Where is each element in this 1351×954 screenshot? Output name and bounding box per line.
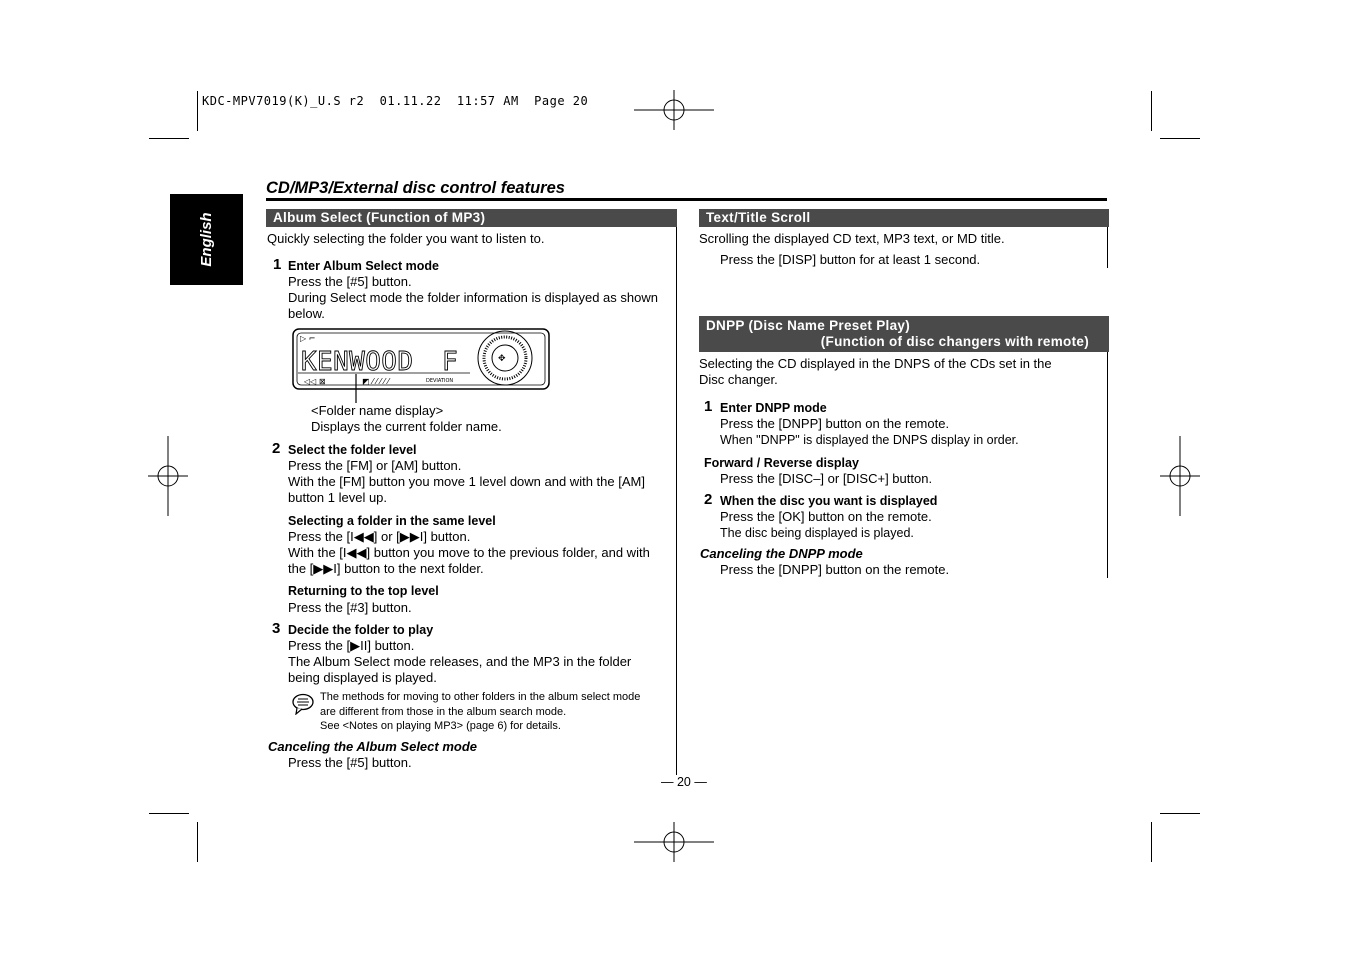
album-select-intro: Quickly selecting the folder you want to listen to. [267,231,545,246]
display-brand: KENWOOD [301,347,413,377]
step-title: Enter DNPP mode [720,401,827,415]
step-text: Press the [#5] button. [288,755,412,770]
step-text: Press the [▶II] button. [288,638,415,653]
step-number: 2 [704,491,713,508]
step-text: The disc being displayed is played. [720,526,914,540]
dnpp-intro: Selecting the CD displayed in the DNPS of the CDs set in the [699,356,1052,371]
step-text: The Album Select mode releases, and the MP3 in the folder [288,654,632,669]
step-text: Press the [DISC–] or [DISC+] button. [720,471,933,486]
step-number: 1 [704,398,713,415]
page-title: CD/MP3/External disc control features [266,179,565,197]
svg-text:◩ ⁄ ⁄ ⁄ ⁄ ⁄: ◩ ⁄ ⁄ ⁄ ⁄ ⁄ [362,377,389,386]
step-text: button 1 level up. [288,490,388,505]
step-text: being displayed is played. [288,670,437,685]
cancel-title: Canceling the DNPP mode [700,546,863,561]
step-text: During Select mode the folder information is displayed as shown [288,290,658,305]
display-char: F [442,347,458,377]
svg-text:DEVIATION: DEVIATION [426,378,454,384]
subsection-title: Selecting a folder in the same level [288,514,496,528]
subsection-title: Returning to the top level [288,584,439,598]
page-number: — 20 — [661,775,707,789]
dnpp-heading [699,316,1109,352]
step-text: Press the [#3] button. [288,600,412,615]
step-text: Press the [#5] button. [288,274,412,289]
display-caption: Displays the current folder name. [311,419,502,434]
registration-mark-bottom [634,822,714,862]
right-column-divider-top [1107,227,1108,268]
step-title: Select the folder level [288,443,417,457]
step-title: When the disc you want is displayed [720,494,938,508]
step-text: When "DNPP" is displayed the DNPS display in order. [720,433,1019,447]
note-icon [291,693,315,715]
note-text: See <Notes on playing MP3> (page 6) for details. [320,720,561,732]
step-text: the [▶▶I] button to the next folder. [288,561,484,576]
step-number: 2 [272,440,281,457]
step-text: Press the [I◀◀] or [▶▶I] button. [288,529,471,544]
svg-text:✥: ✥ [498,354,506,364]
step-text: Press the [DISP] button for at least 1 second. [720,252,981,267]
step-text: With the [I◀◀] button you move to the previous folder, and with [288,545,650,560]
dnpp-heading-line1: DNPP (Disc Name Preset Play) [706,318,910,333]
title-rule [266,198,1107,201]
registration-mark-top [634,90,714,130]
note-text: are different from those in the album search mode. [320,706,567,718]
right-column-divider-bottom [1107,352,1108,578]
language-tab-label: English [198,212,215,267]
step-number: 1 [273,256,282,273]
print-header: KDC-MPV7019(K)_U.S r2 01.11.22 11:57 AM Page 20 [202,94,589,108]
album-select-heading: Album Select (Function of MP3) [266,209,677,227]
step-text: below. [288,306,325,321]
subsection-title: Forward / Reverse display [704,456,859,470]
left-column-divider [676,227,677,775]
step-text: Press the [FM] or [AM] button. [288,458,462,473]
folder-display-illustration [292,328,552,404]
step-text: With the [FM] button you move 1 level down and with the [AM] [288,474,645,489]
dnpp-heading-line2: (Function of disc changers with remote) [820,334,1089,349]
text-scroll-intro: Scrolling the displayed CD text, MP3 text, or MD title. [699,231,1005,246]
step-text: Press the [DNPP] button on the remote. [720,562,950,577]
language-tab [170,194,243,285]
step-text: Press the [DNPP] button on the remote. [720,416,950,431]
svg-text:▷ ⌐: ▷ ⌐ [300,334,316,343]
note-text: The methods for moving to other folders in the album select mode [320,691,641,703]
step-title: Enter Album Select mode [288,259,439,273]
text-scroll-heading: Text/Title Scroll [699,209,1109,227]
registration-mark-left [148,436,188,516]
step-text: Press the [OK] button on the remote. [720,509,932,524]
display-caption: <Folder name display> [311,403,444,418]
registration-mark-right [1160,436,1200,516]
dnpp-intro: Disc changer. [699,372,778,387]
svg-text:◁◁ ⊠: ◁◁ ⊠ [304,377,326,386]
step-title: Decide the folder to play [288,623,434,637]
step-number: 3 [272,620,281,637]
cancel-title: Canceling the Album Select mode [268,739,478,754]
